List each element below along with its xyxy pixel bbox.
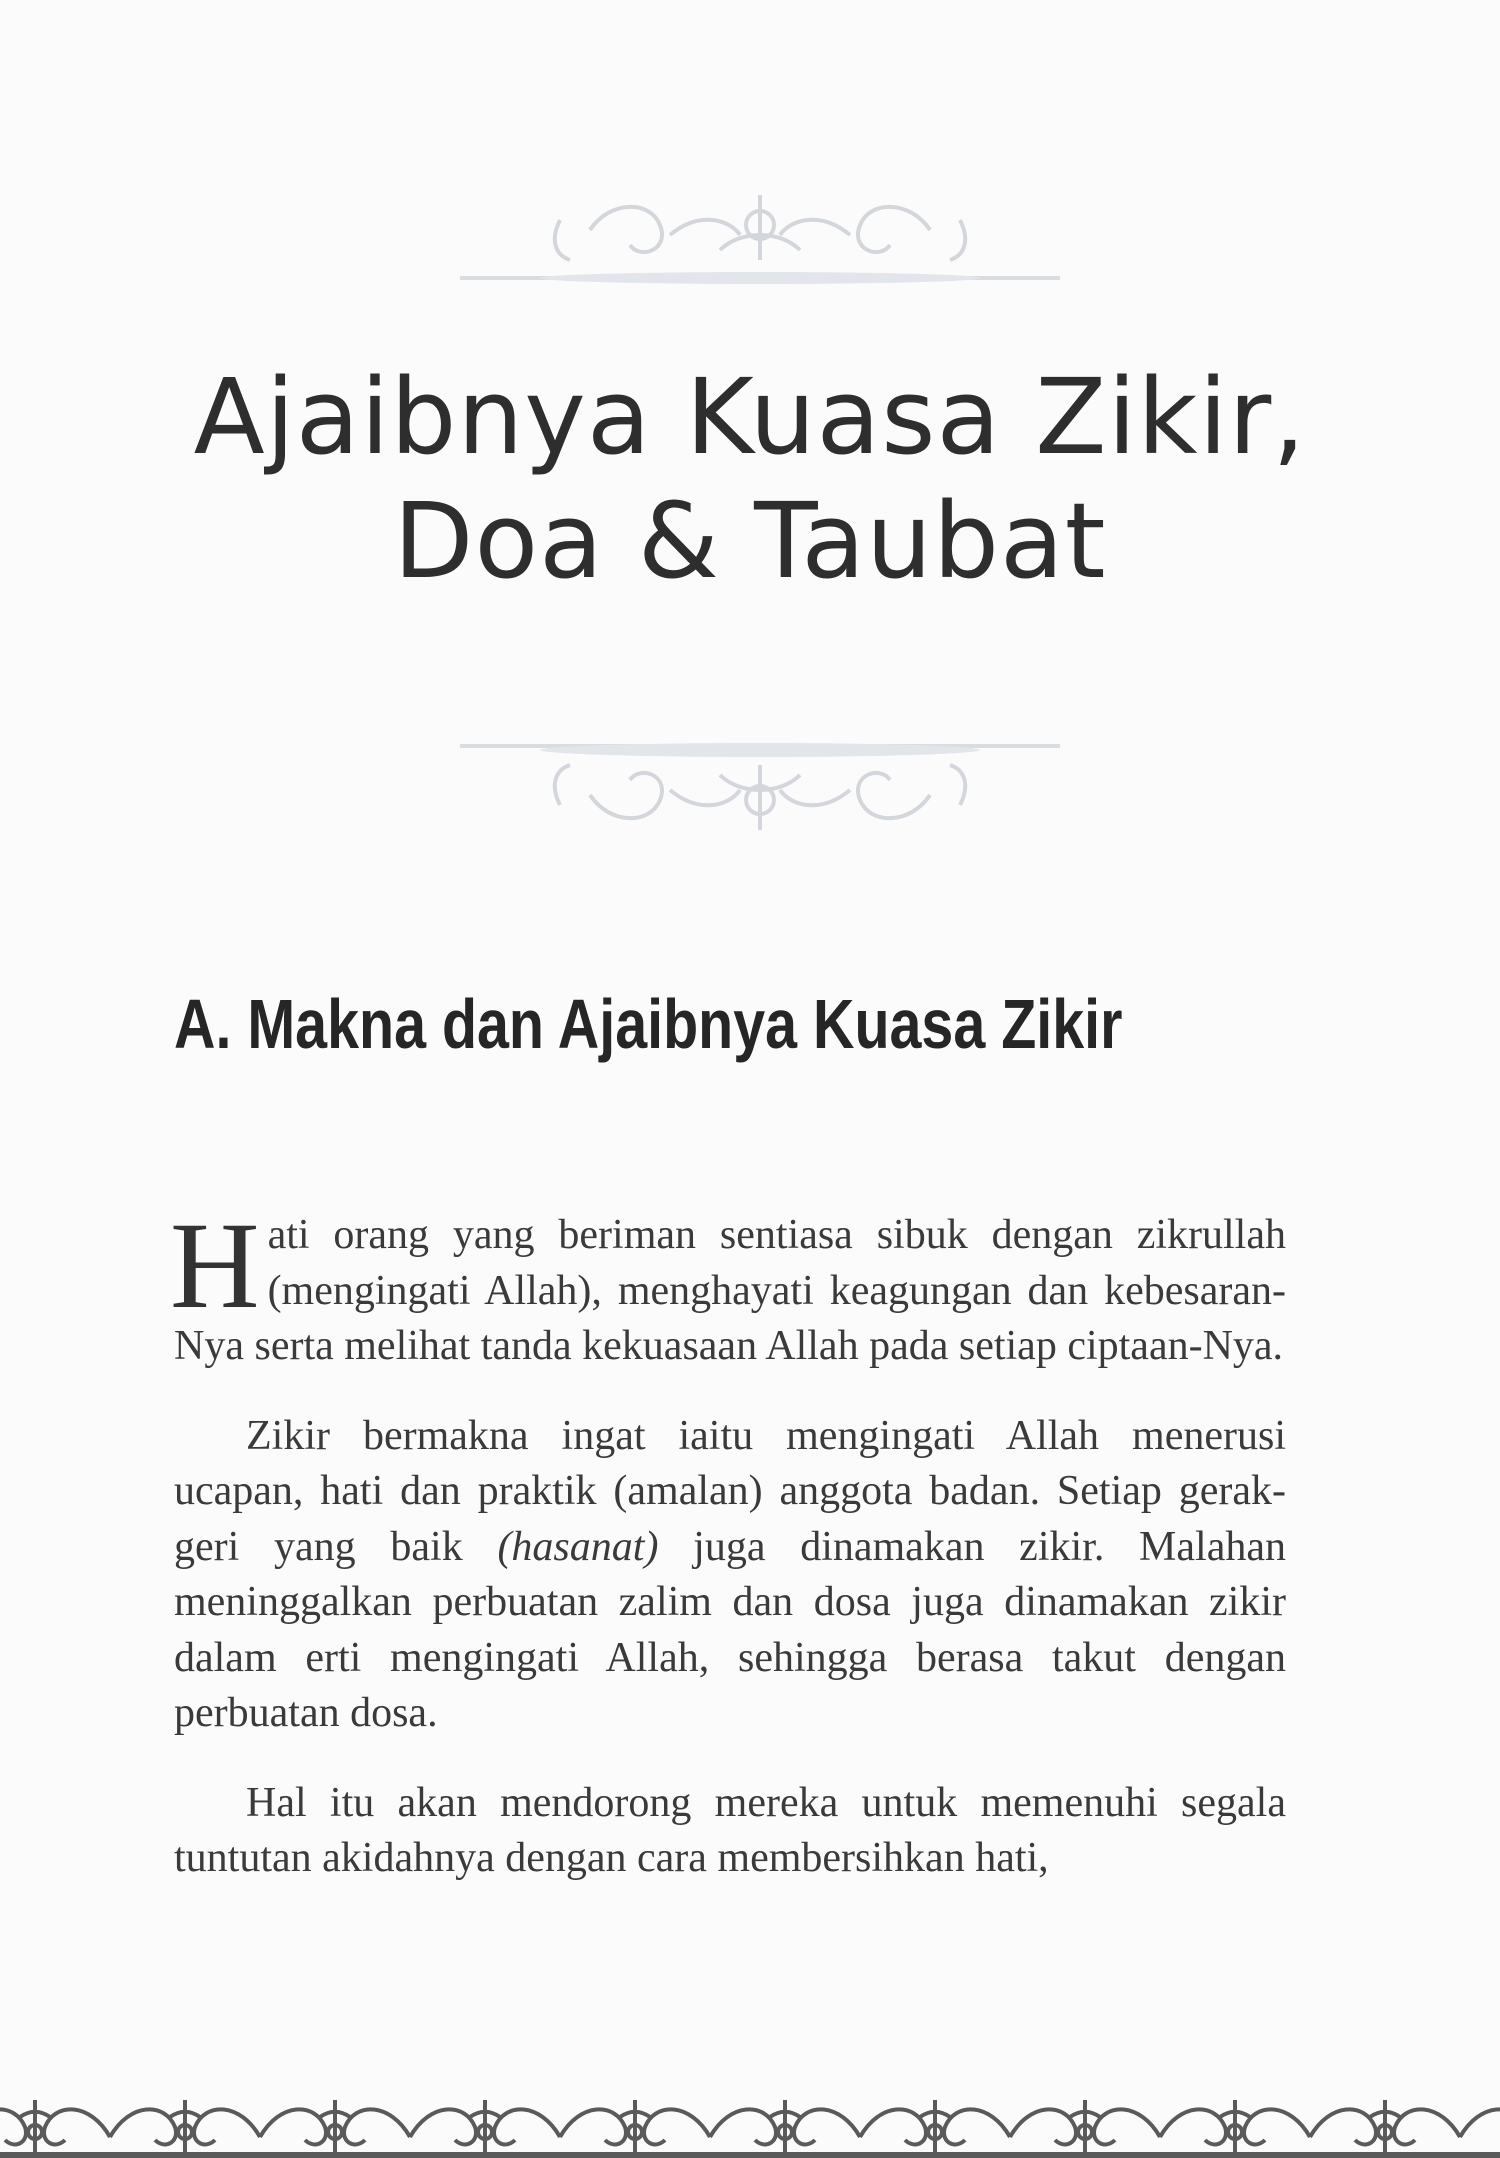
section-heading: A. Makna dan Ajaibnya Kuasa Zikir xyxy=(174,985,1123,1063)
paragraph-2 xyxy=(174,1409,1286,1742)
drop-cap: H xyxy=(170,1197,260,1334)
paragraph-2-text-end: juga dinamakan zikir. Malahan meninggalkan perbuatan zalim dan dosa juga dinamakan zikir dalam erti mengingati Allah, sehingga berasa takut dengan perbuatan dosa. xyxy=(174,1523,1286,1736)
paragraph-1 xyxy=(170,1197,1286,1375)
footer-scroll-border-icon xyxy=(0,2092,1500,2158)
paragraph-2-text-start: Zikir bermakna ingat iaitu mengingati Allah menerusi ucapan, hati dan praktik (amalan) anggota badan. Setiap gerak-geri yang baik xyxy=(174,1412,1286,1570)
chapter-title-line-2: Doa & Taubat xyxy=(393,480,1107,602)
body-text xyxy=(170,1197,1286,1921)
paragraph-3: Hal itu akan mendorong mereka untuk memenuhi segala tuntutan akidahnya dengan cara membersihkan hati, xyxy=(174,1779,1286,1881)
paragraph-1-text: ati orang yang beriman sentiasa sibuk dengan zikrullah (mengingati Allah), menghayati keagungan dan kebesaran-Nya serta melihat tanda kekuasaan Allah pada setiap ciptaan-Nya. xyxy=(174,1212,1286,1369)
chapter-title-line-1: Ajaibnya Kuasa Zikir, xyxy=(193,356,1307,478)
chapter-title xyxy=(120,355,1380,603)
bottom-floral-divider-icon xyxy=(440,730,1080,840)
top-floral-divider-icon xyxy=(440,190,1080,300)
paragraph-2-italic-term: (hasanat) xyxy=(497,1523,659,1570)
